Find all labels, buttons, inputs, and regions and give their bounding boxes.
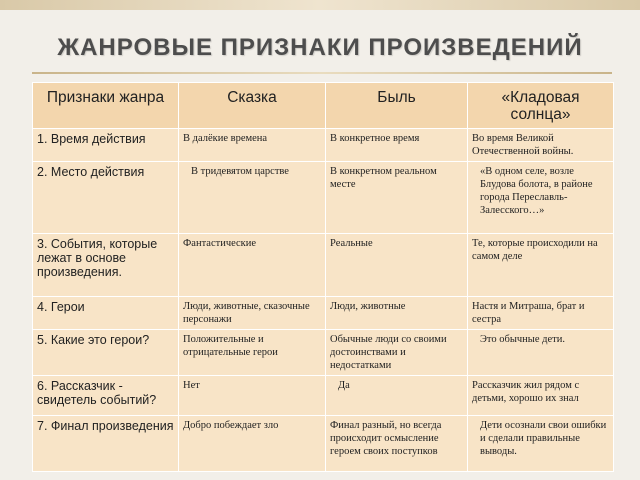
feature-cell: 6. Рассказчик - свидетель событий? (33, 376, 179, 416)
true-story-cell: Реальные (326, 234, 468, 297)
pantry-of-sun-cell: «В одном селе, возле Блудова болота, в районе города Переславль-Залесского…» (468, 162, 614, 234)
header-features: Признаки жанра (33, 83, 179, 129)
true-story-cell: В конкретное время (326, 129, 468, 162)
table-row (33, 376, 614, 416)
title-underline (32, 72, 612, 74)
fairy-tale-cell: Фантастические (179, 234, 326, 297)
table-row (33, 234, 614, 297)
fairy-tale-cell: Люди, животные, сказочные персонажи (179, 297, 326, 330)
slide-title: ЖАНРОВЫЕ ПРИЗНАКИ ПРОИЗВЕДЕНИЙ (57, 34, 583, 61)
table-row (33, 129, 614, 162)
top-decor-stripe (0, 0, 640, 10)
header-fairy-tale: Сказка (179, 83, 326, 129)
table-row (33, 416, 614, 472)
table-row (33, 162, 614, 234)
header-true-story: Быль (326, 83, 468, 129)
true-story-cell: Обычные люди со своими достоинствами и недостатками (326, 330, 468, 376)
feature-cell: 1. Время действия (33, 129, 179, 162)
feature-cell: 7. Финал произведения (33, 416, 179, 472)
true-story-cell: В конкретном реальном месте (326, 162, 468, 234)
fairy-tale-cell: Положительные и отрицательные герои (179, 330, 326, 376)
pantry-of-sun-cell: Рассказчик жил рядом с детьми, хорошо их знал (468, 376, 614, 416)
fairy-tale-cell: Нет (179, 376, 326, 416)
fairy-tale-cell: В далёкие времена (179, 129, 326, 162)
true-story-cell: Да (326, 376, 468, 416)
genre-features-table (32, 82, 614, 472)
fairy-tale-cell: В тридевятом царстве (179, 162, 326, 234)
pantry-of-sun-cell: Те, которые происходили на самом деле (468, 234, 614, 297)
pantry-of-sun-cell: Дети осознали свои ошибки и сделали правильные выводы. (468, 416, 614, 472)
pantry-of-sun-cell: Это обычные дети. (468, 330, 614, 376)
table-row (33, 330, 614, 376)
table-header-row (33, 83, 614, 129)
feature-cell: 5. Какие это герои? (33, 330, 179, 376)
feature-cell: 2. Место действия (33, 162, 179, 234)
feature-cell: 4. Герои (33, 297, 179, 330)
fairy-tale-cell: Добро побеждает зло (179, 416, 326, 472)
feature-cell: 3. События, которые лежат в основе произведения. (33, 234, 179, 297)
header-pantry-of-sun: «Кладовая солнца» (468, 83, 614, 129)
table-row (33, 297, 614, 330)
true-story-cell: Люди, животные (326, 297, 468, 330)
pantry-of-sun-cell: Во время Великой Отечественной войны. (468, 129, 614, 162)
pantry-of-sun-cell: Настя и Митраша, брат и сестра (468, 297, 614, 330)
true-story-cell: Финал разный, но всегда происходит осмысление героем своих поступков (326, 416, 468, 472)
